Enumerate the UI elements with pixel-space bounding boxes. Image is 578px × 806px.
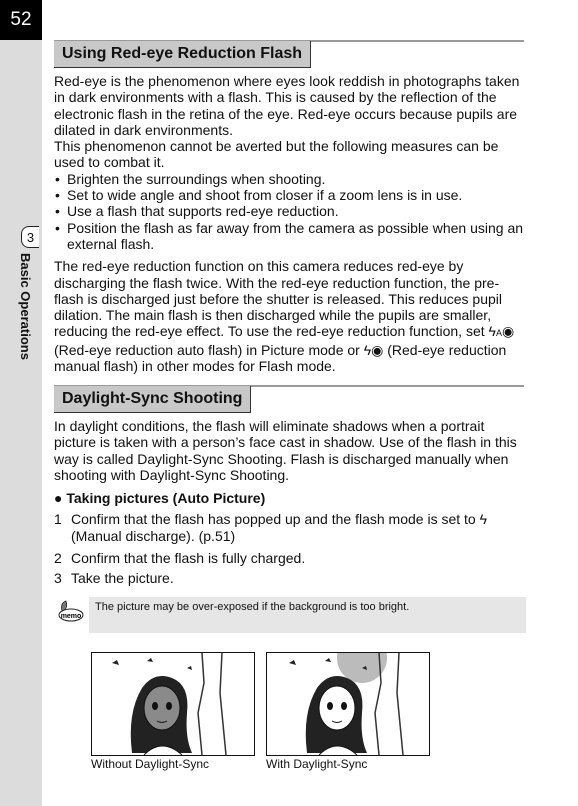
step-item: 1 Confirm that the flash has popped up and the flash mode is set to ϟ (Manual discharge). (p.51) [54,511,488,544]
illustration-without-sync [91,652,255,756]
illustration-with-sync [266,652,430,756]
section-heading: Using Red-eye Reduction Flash [54,41,311,68]
chapter-number: 3 [21,226,39,248]
list-item: • Position the flash as far away from the camera as possible when using an external flash. [54,220,524,253]
step-item: 2 Confirm that the flash is fully charged. [54,550,306,566]
step-item: 3 Take the picture. [54,570,174,586]
memo-icon [56,597,84,623]
red-eye-auto-flash-icon: ϟA◉ [488,323,515,340]
red-eye-flash-icon: ϟ◉ [363,341,384,358]
bullet-list [54,171,524,252]
section-heading: Daylight-Sync Shooting [54,386,251,413]
page-number: 52 [0,0,42,40]
memo-note: The picture may be over-exposed if the background is too bright. [89,597,526,633]
svg-text:memo: memo [60,613,82,620]
paragraph: Red-eye is the phenomenon where eyes look reddish in photographs taken in dark environments with a flash. This is caused by the reflection of the electronic flash in the retina of the eye. Red-eye occurs because pupils are dilated in dark environments. [54,73,520,138]
caption: Without Daylight-Sync [91,757,210,771]
bullet-icon: ● [54,490,63,506]
caption: With Daylight-Sync [266,757,368,771]
paragraph: This phenomenon cannot be averted but the following measures can be used to combat it. [54,138,499,171]
flash-icon: ϟ [479,511,488,527]
list-item: • Set to wide angle and shoot from closer if a zoom lens is in use. [54,187,524,203]
paragraph: In daylight conditions, the flash will eliminate shadows when a portrait picture is taken with a person’s face cast in shadow. Use of the flash in this way is called Daylight-Sync Shooting. Flash is discharged manually when shooting with Daylight-Sync Shooting. [54,418,517,483]
list-item: • Use a flash that supports red-eye reduction. [54,203,524,219]
side-tab-strip [0,0,42,806]
paragraph: The red-eye reduction function on this camera reduces red-eye by discharging the flash twice. With the red-eye reduction function, the pre-flash is discharged just before the shutter is released. This reduces pupil dilation. The main flash is then discharged while the pupils are smaller, reducing the red-eye effect. To use the red-eye reduction function, set ϟA◉ (Red-eye reduction auto flash) in Picture mode or ϟ◉ (Red-eye reduction manual flash) in other modes for Flash mode. [54,258,515,375]
section1-body [54,73,524,374]
chapter-title: Basic Operations [18,253,33,360]
list-item: • Brighten the surroundings when shooting. [54,171,524,187]
subheading: ● Taking pictures (Auto Picture) [54,490,266,506]
